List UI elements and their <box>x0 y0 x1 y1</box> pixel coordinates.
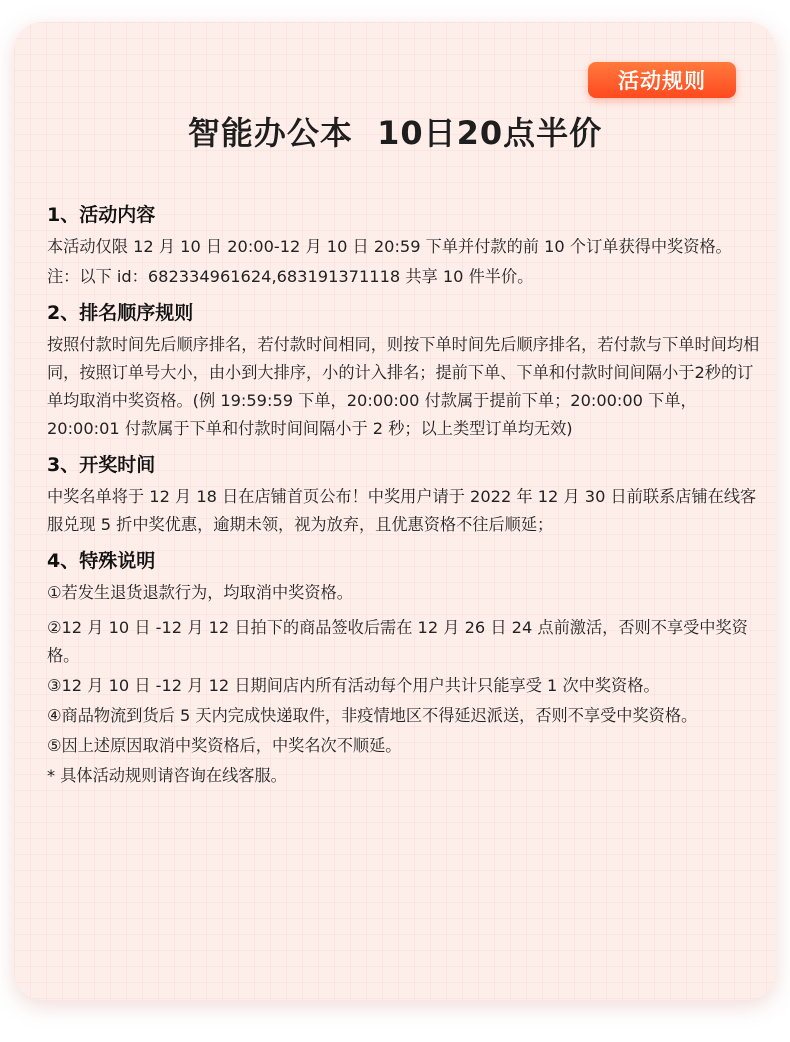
special-note-1: ①若发生退货退款行为，均取消中奖资格。 <box>47 583 353 602</box>
activity-rules-badge[interactable]: 活动规则 <box>588 62 736 98</box>
activity-description: 本活动仅限 12 月 10 日 20:00-12 月 10 日 20:59 下单并付款的前 10 个订单获得中奖资格。 <box>47 237 732 256</box>
ranking-rules-text: 按照付款时间先后顺序排名，若付款时间相同，则按下单时间先后顺序排名，若付款与下单时间均相同，按照订单号大小，由小到大排序，小的计入排名；提前下单、下单和付款时间间隔小于2秒的订单均取消中奖资格。(例 19:59:59 下单，20:00:00 付款属于提前下单；20:00:00 下单，20:00:01 付款属于下单和付款时间间隔小于 2 秒；以上类型订单均无效) <box>47 335 760 438</box>
rules-content <box>47 200 767 792</box>
page-title: 智能办公本 10日20点半价 <box>187 114 603 152</box>
section-heading-ranking: 2、排名顺序规则 <box>47 302 194 324</box>
special-note-3: ③12 月 10 日 -12 月 12 日期间店内所有活动每个用户共计只能享受 1 次中奖资格。 <box>47 676 660 695</box>
activity-note: 注：以下 id：682334961624,683191371118 共享 10 件半价。 <box>47 267 534 286</box>
special-note-5: ⑤因上述原因取消中奖资格后，中奖名次不顺延。 <box>47 736 402 755</box>
special-note-4: ④商品物流到货后 5 天内完成快递取件，非疫情地区不得延迟派送，否则不享受中奖资格。 <box>47 706 698 725</box>
special-note-2: ②12 月 10 日 -12 月 12 日拍下的商品签收后需在 12 月 26 日 24 点前激活，否则不享受中奖资格。 <box>47 618 748 665</box>
section-heading-special-notes: 4、特殊说明 <box>47 550 156 572</box>
section-heading-activity: 1、活动内容 <box>47 204 156 226</box>
section-heading-draw-time: 3、开奖时间 <box>47 454 156 476</box>
draw-time-text: 中奖名单将于 12 月 18 日在店铺首页公布！中奖用户请于 2022 年 12 月 30 日前联系店铺在线客服兑现 5 折中奖优惠，逾期未领，视为放弃，且优惠资格不往后顺延； <box>47 487 757 534</box>
customer-service-note: * 具体活动规则请咨询在线客服。 <box>47 766 287 785</box>
